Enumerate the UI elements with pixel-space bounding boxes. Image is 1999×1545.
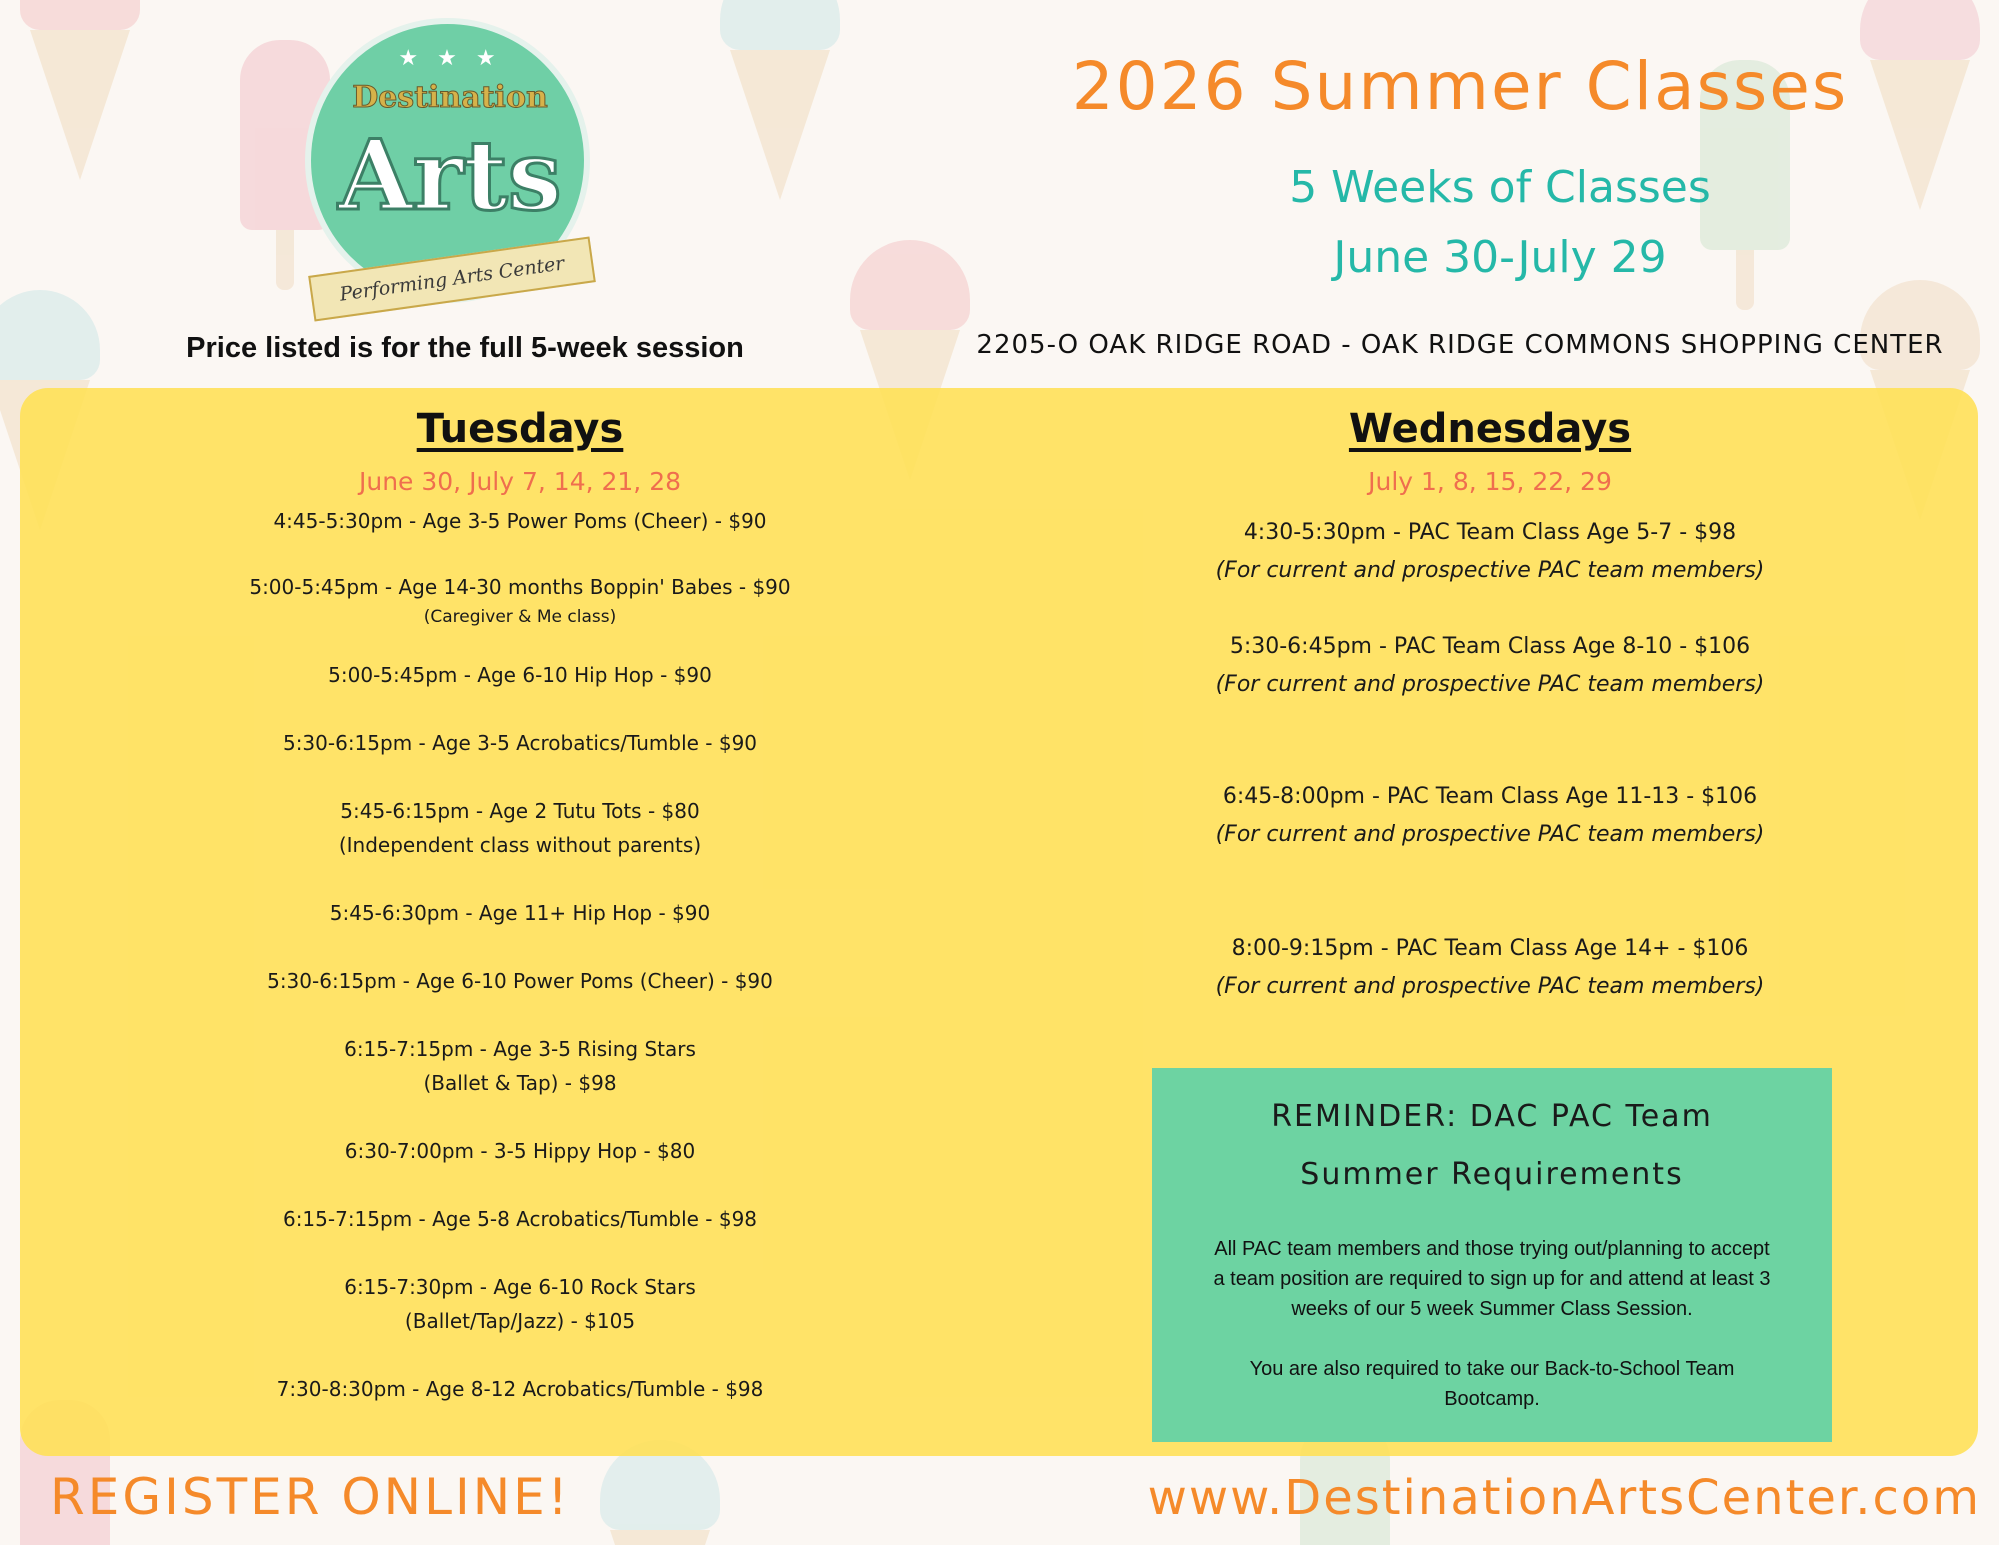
- reminder-paragraph: All PAC team members and those trying out/planning to accept a team position are required to sign up for and attend at least 3 weeks of our 5 week Summer Class Session.: [1213, 1238, 1771, 1320]
- reminder-title-line2: Summer Requirements: [1300, 1157, 1684, 1192]
- wednesdays-dates: July 1, 8, 15, 22, 29: [1368, 467, 1612, 496]
- class-line: 5:30-6:15pm - Age 6-10 Power Poms (Cheer) - $90: [267, 969, 773, 993]
- class-line: 5:00-5:45pm - Age 6-10 Hip Hop - $90: [328, 663, 712, 687]
- class-note: (For current and prospective PAC team members): [1215, 974, 1765, 999]
- reminder-body: [1212, 1234, 1772, 1414]
- class-line: 7:30-8:30pm - Age 8-12 Acrobatics/Tumble - $98: [276, 1377, 764, 1401]
- class-line: 5:30-6:15pm - Age 3-5 Acrobatics/Tumble - $90: [282, 731, 758, 755]
- class-note: (For current and prospective PAC team members): [1215, 672, 1765, 697]
- page-title: 2026 Summer Classes: [1071, 48, 1849, 125]
- reminder-title-line1: REMINDER: DAC PAC Team: [1271, 1099, 1713, 1134]
- website-link[interactable]: www.DestinationArtsCenter.com: [1147, 1470, 1981, 1526]
- class-line: 4:45-5:30pm - Age 3-5 Power Poms (Cheer) - $90: [273, 509, 767, 533]
- class-line: 5:45-6:15pm - Age 2 Tutu Tots - $80: [340, 799, 700, 823]
- class-item: [170, 658, 870, 692]
- logo-destination-text: Destination: [352, 80, 548, 115]
- tuesdays-column: [170, 396, 870, 1406]
- ice-cream-cone-icon: [20, 0, 140, 180]
- class-line: 8:00-9:15pm - PAC Team Class Age 14+ - $106: [1231, 936, 1749, 961]
- class-item: [170, 1202, 870, 1236]
- wednesdays-heading: Wednesdays: [1348, 406, 1632, 452]
- class-item: [170, 726, 870, 760]
- class-line: 6:15-7:15pm - Age 3-5 Rising Stars: [344, 1037, 696, 1061]
- class-note: (Independent class without parents): [338, 833, 702, 857]
- class-line: 6:15-7:30pm - Age 6-10 Rock Stars: [344, 1275, 696, 1299]
- tuesdays-dates: June 30, July 7, 14, 21, 28: [358, 467, 682, 496]
- class-line: 5:00-5:45pm - Age 14-30 months Boppin' Babes - $90: [249, 575, 791, 599]
- class-item: [1090, 514, 1890, 590]
- class-note: (Caregiver & Me class): [423, 607, 617, 627]
- class-line: 6:15-7:15pm - Age 5-8 Acrobatics/Tumble - $98: [282, 1207, 758, 1231]
- logo-arts-text: Arts: [338, 119, 562, 232]
- class-line: 6:45-8:00pm - PAC Team Class Age 11-13 - $106: [1222, 784, 1758, 809]
- page-subtitle-weeks: 5 Weeks of Classes: [1289, 162, 1711, 213]
- class-item: [170, 570, 870, 630]
- class-note: (For current and prospective PAC team members): [1215, 822, 1765, 847]
- tuesdays-heading: Tuesdays: [416, 406, 624, 452]
- class-note: (Ballet/Tap/Jazz) - $105: [404, 1309, 636, 1333]
- class-item: [170, 1032, 870, 1100]
- class-line: 5:30-6:45pm - PAC Team Class Age 8-10 - $106: [1229, 634, 1751, 659]
- class-note: (Ballet & Tap) - $98: [423, 1071, 617, 1095]
- logo-stars: ★ ★ ★: [398, 46, 502, 71]
- class-note: (For current and prospective PAC team members): [1215, 558, 1765, 583]
- class-item: [1090, 930, 1890, 1006]
- price-note: Price listed is for the full 5-week session: [186, 332, 744, 364]
- register-online-text: REGISTER ONLINE!: [50, 1468, 571, 1526]
- logo-ribbon: Performing Arts Center: [308, 236, 596, 321]
- class-item: [170, 504, 870, 538]
- page-subtitle-dates: June 30-July 29: [1333, 232, 1667, 283]
- class-item: [170, 964, 870, 998]
- class-item: [170, 794, 870, 862]
- class-item: [170, 1270, 870, 1338]
- class-item: [1090, 628, 1890, 704]
- class-line: 4:30-5:30pm - PAC Team Class Age 5-7 - $98: [1243, 520, 1737, 545]
- reminder-box: [1152, 1068, 1832, 1442]
- class-line: 5:45-6:30pm - Age 11+ Hip Hop - $90: [329, 901, 711, 925]
- class-item: [170, 1134, 870, 1168]
- class-item: [170, 1372, 870, 1406]
- wednesdays-column: [1090, 396, 1890, 1006]
- class-item: [1090, 778, 1890, 854]
- destination-arts-logo: [300, 18, 600, 306]
- ice-cream-cone-icon: [720, 0, 840, 200]
- reminder-paragraph: You are also required to take our Back-to-School Team Bootcamp.: [1249, 1358, 1735, 1410]
- class-line: 6:30-7:00pm - 3-5 Hippy Hop - $80: [344, 1139, 696, 1163]
- class-item: [170, 896, 870, 930]
- address: 2205-O OAK RIDGE ROAD - OAK RIDGE COMMONS SHOPPING CENTER: [976, 330, 1944, 360]
